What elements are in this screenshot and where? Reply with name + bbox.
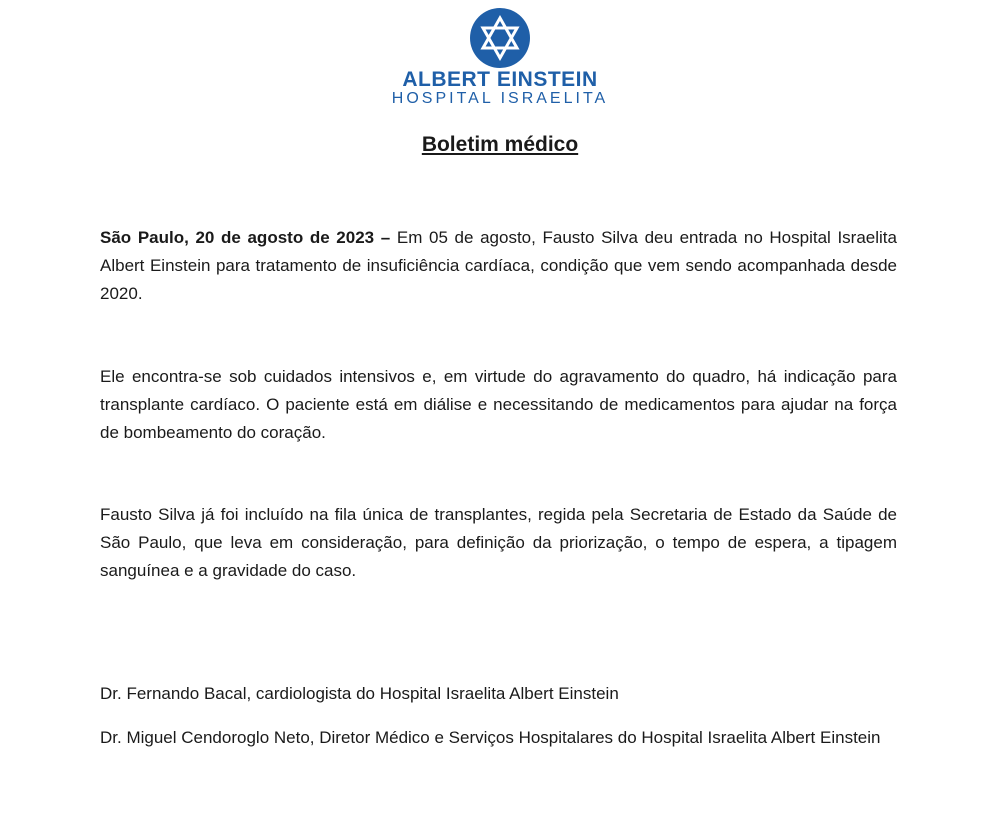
signature-1: Dr. Fernando Bacal, cardiologista do Hospital Israelita Albert Einstein (100, 684, 619, 703)
paragraph-2: Ele encontra-se sob cuidados intensivos e, em virtude do agravamento do quadro, há indicação para transplante cardíaco. O paciente está em diálise e necessitando de medicamentos para ajudar na força de bombeamento do coração. (100, 367, 897, 442)
paragraph-1-text: Em 05 de agosto, Fausto Silva deu entrada no Hospital Israelita Albert Einstein para tratamento de insuficiência cardíaca, condição que vem sendo acompanhada desde 2020. (100, 228, 897, 303)
paragraph-3: Fausto Silva já foi incluído na fila única de transplantes, regida pela Secretaria de Estado da Saúde de São Paulo, que leva em consideração, para definição da priorização, o tempo de espera, a tipagem sanguínea e a gravidade do caso. (100, 505, 897, 580)
logo-subtitle: HOSPITAL ISRAELITA (391, 90, 609, 107)
hospital-logo (0, 6, 1000, 70)
page-title: Boletim médico (421, 133, 579, 156)
logo-name: ALBERT EINSTEIN (402, 68, 598, 91)
star-of-david-logo-icon (468, 6, 532, 70)
paragraph-1-lead: São Paulo, 20 de agosto de 2023 – (100, 228, 391, 247)
paragraph-1 (100, 224, 897, 308)
signature-2: Dr. Miguel Cendoroglo Neto, Diretor Médico e Serviços Hospitalares do Hospital Israelita Albert Einstein (100, 728, 881, 747)
